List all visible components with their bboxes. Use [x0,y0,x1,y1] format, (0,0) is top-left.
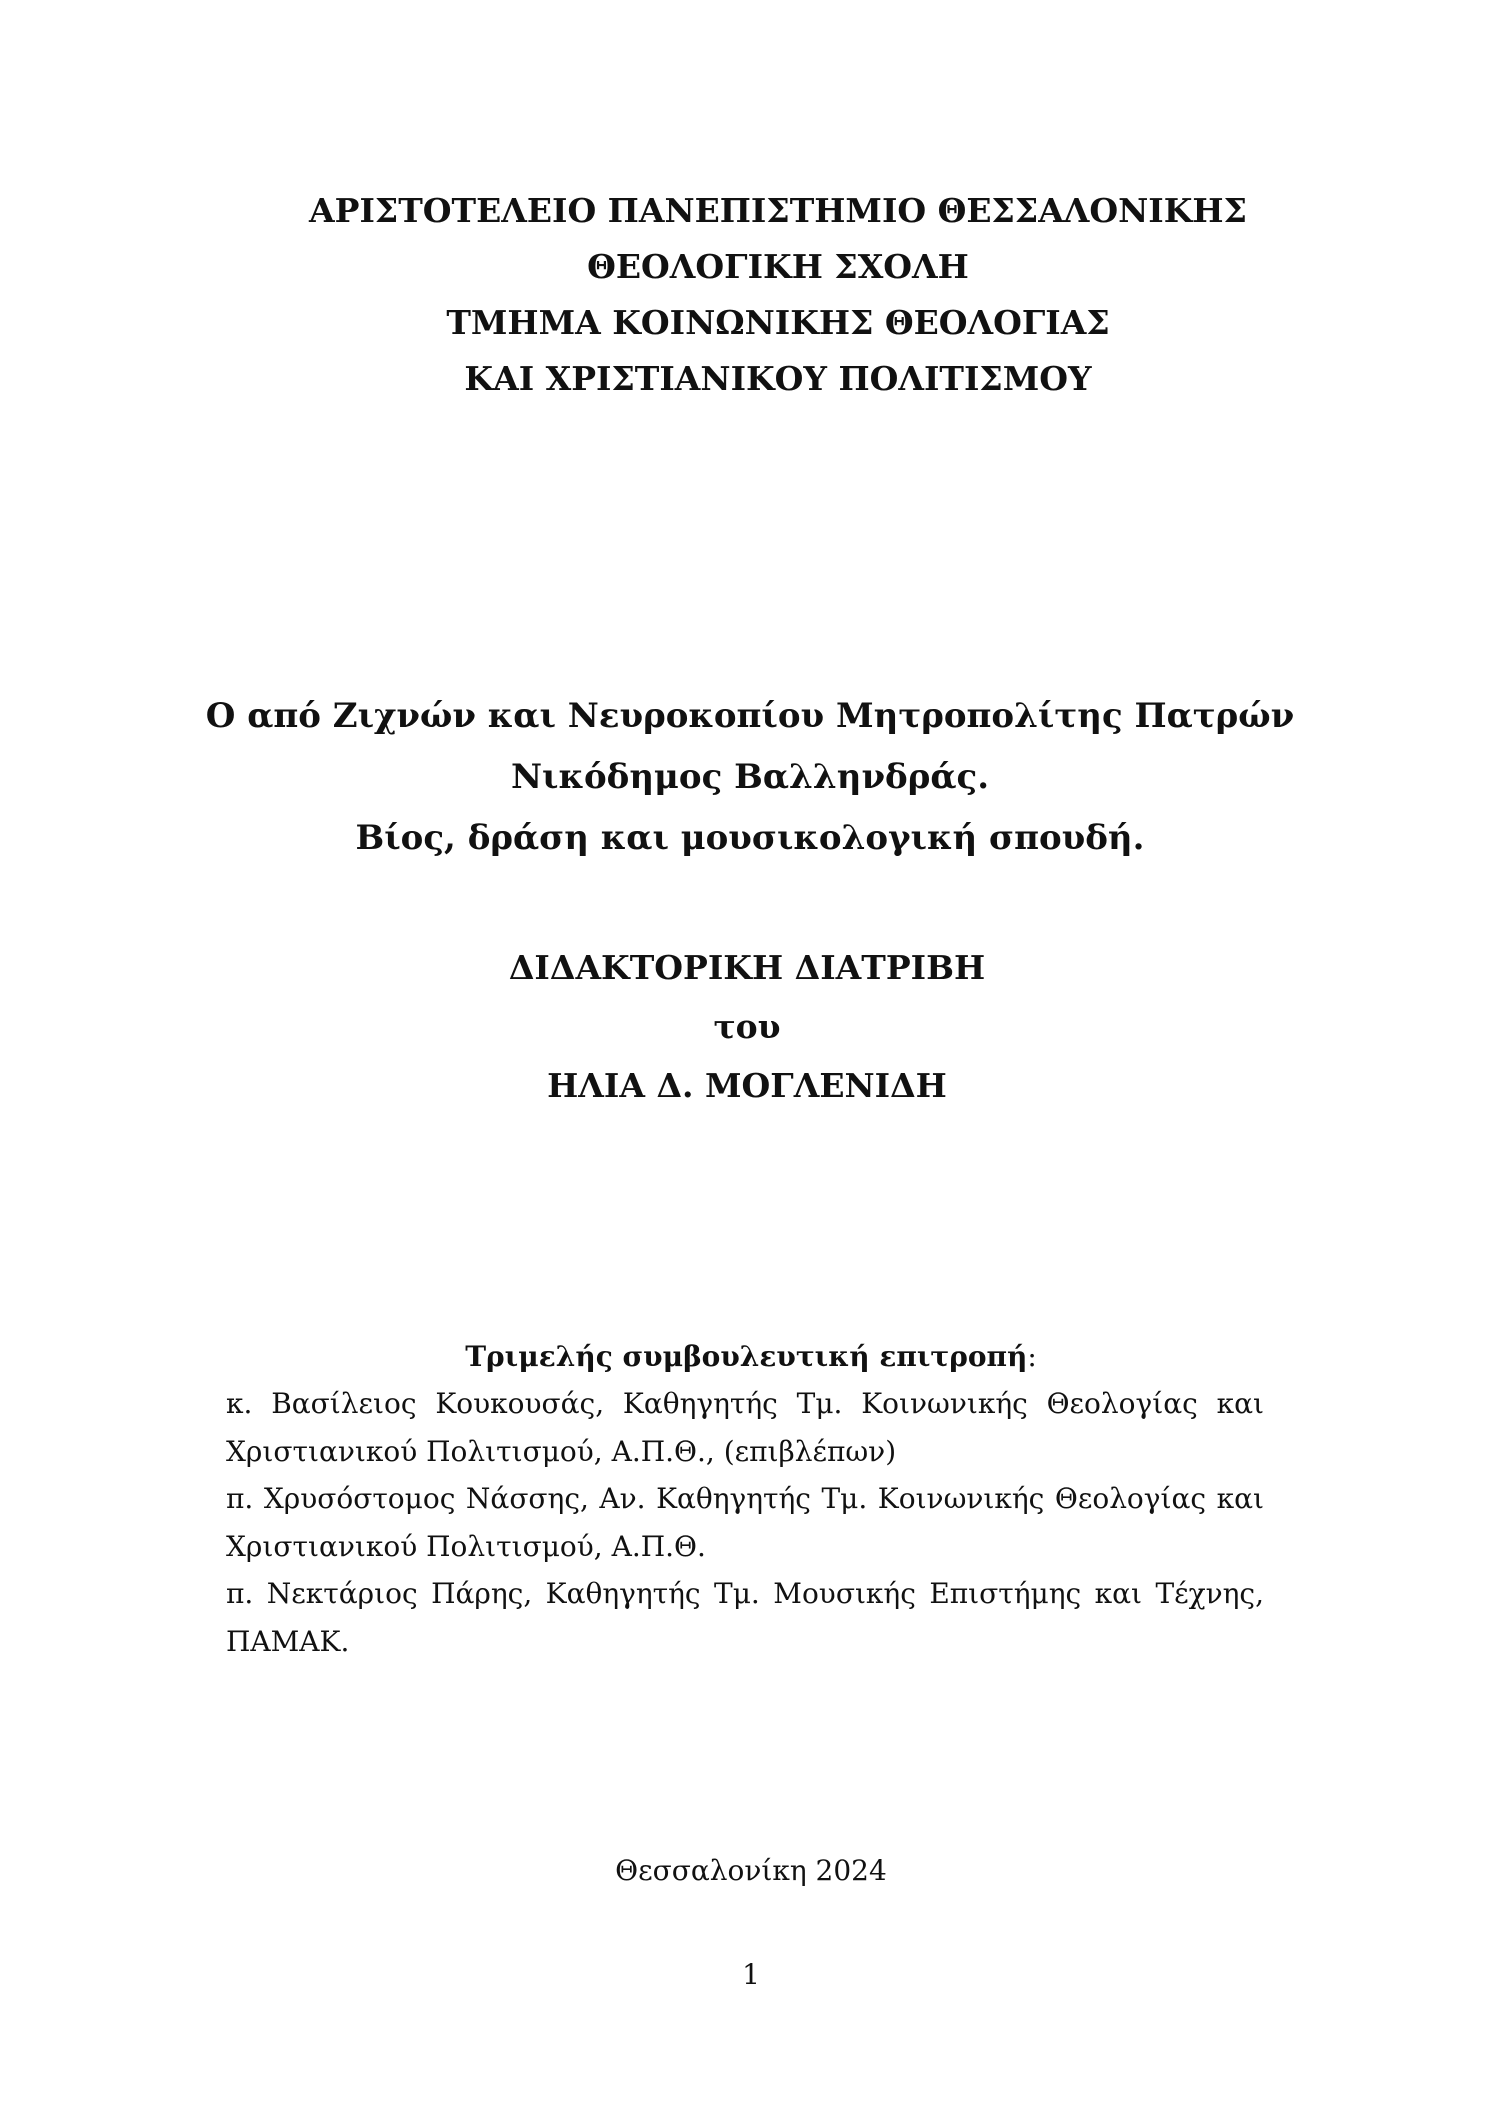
title-line-2: Νικόδημος Βαλληνδράς. [510,757,990,797]
school-name: ΘΕΟΛΟΓΙΚΗ ΣΧΟΛΗ [587,247,969,286]
title-line-3: Βίος, δράση και μουσικολογική σπουδή. [355,818,1145,858]
place-year: Θεσσαλονίκη 2024 [615,1854,887,1887]
university-name: ΑΡΙΣΤΟΤΕΛΕΙΟ ΠΑΝΕΠΙΣΤΗΜΙΟ ΘΕΣΣΑΛΟΝΙΚΗΣ [309,191,1247,230]
department-name-line-2: ΚΑΙ ΧΡΙΣΤΙΑΝΙΚΟΥ ΠΟΛΙΤΙΣΜΟΥ [464,359,1092,398]
committee-heading [0,1334,1488,1380]
committee-members [226,1380,1264,1665]
page-number: 1 [742,1958,760,1991]
title-line-1: Ο από Ζιχνών και Νευροκοπίου Μητροπολίτης Πατρών [205,696,1295,736]
committee-member: π. Νεκτάριος Πάρης, Καθηγητής Τμ. Μουσικής Επιστήμης και Τέχνης, ΠΑΜΑΚ. [226,1577,1264,1658]
thesis-title [0,686,1488,869]
thesis-by: του [713,1007,781,1046]
committee-heading-colon: : [1027,1340,1037,1373]
thesis-author: ΗΛΙΑ Δ. ΜΟΓΛΕΝΙΔΗ [547,1066,947,1105]
institution-header [0,183,1488,407]
department-name-line-1: ΤΜΗΜΑ ΚΟΙΝΩΝΙΚΗΣ ΘΕΟΛΟΓΙΑΣ [446,303,1110,342]
thesis-type: ΔΙΔΑΚΤΟΡΙΚΗ ΔΙΑΤΡΙΒΗ [508,948,986,987]
committee-member: κ. Βασίλειος Κουκουσάς, Καθηγητής Τμ. Κοινωνικής Θεολογίας και Χριστιανικού Πολιτισμού, Α.Π.Θ., (επιβλέπων) [226,1387,1264,1468]
committee-heading-label: Τριμελής συμβουλευτική επιτροπή [465,1340,1028,1373]
thesis-info [0,938,1488,1115]
committee-member: π. Χρυσόστομος Νάσσης, Αν. Καθηγητής Τμ. Κοινωνικής Θεολογίας και Χριστιανικού Πολιτισμού, Α.Π.Θ. [226,1482,1264,1563]
